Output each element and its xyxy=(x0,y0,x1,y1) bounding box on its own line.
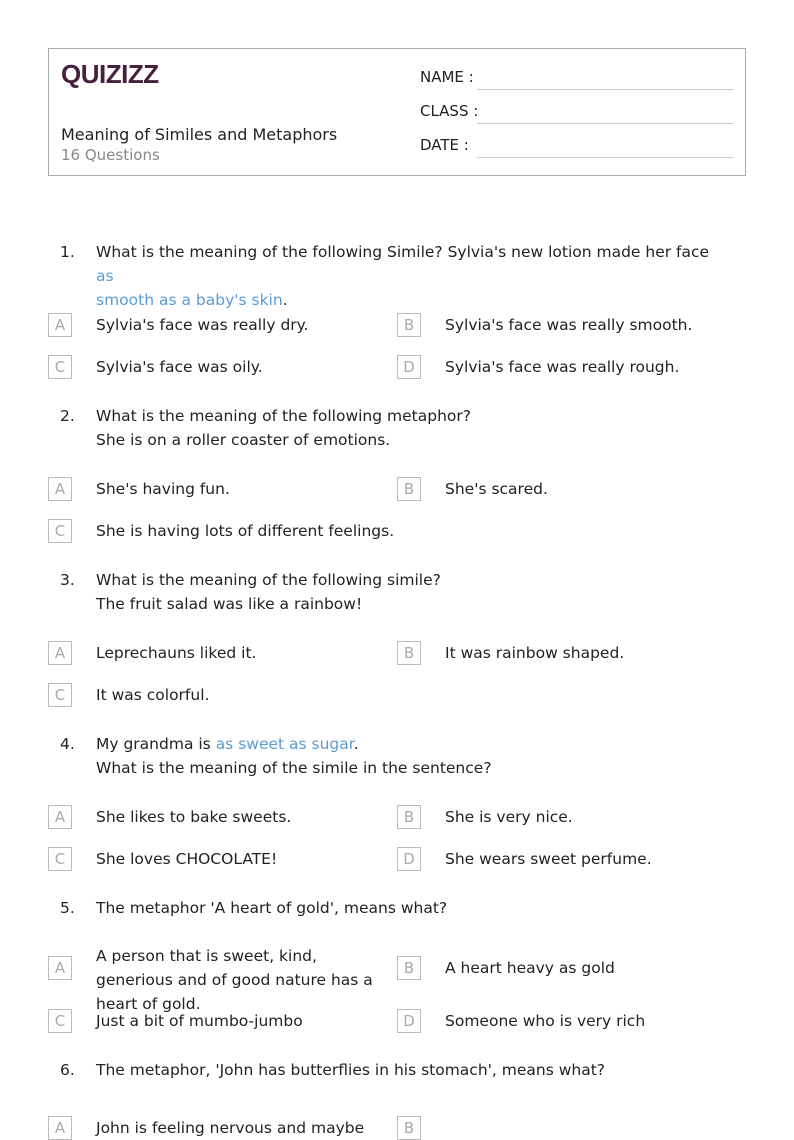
option-c-text: It was colorful. xyxy=(96,686,210,704)
option-b-text: It was rainbow shaped. xyxy=(445,644,625,662)
text-segment: The metaphor, 'John has butterflies in his stomach', means what? xyxy=(96,1061,606,1079)
option-c-text: Just a bit of mumbo-jumbo xyxy=(96,1012,303,1030)
question-text xyxy=(96,1058,716,1082)
date-label: DATE : xyxy=(420,136,469,154)
question-number: 3. xyxy=(60,571,75,589)
option-c-box[interactable]: C xyxy=(48,519,72,543)
option-b-text: Sylvia's face was really smooth. xyxy=(445,316,693,334)
name-field[interactable] xyxy=(477,89,733,90)
option-b-box[interactable]: B xyxy=(397,956,421,980)
text-segment: The fruit salad was like a rainbow! xyxy=(96,595,363,613)
text-segment: She is on a roller coaster of emotions. xyxy=(96,431,391,449)
question-number: 1. xyxy=(60,243,75,261)
option-c-box[interactable]: C xyxy=(48,683,72,707)
option-a-box[interactable]: A xyxy=(48,956,72,980)
option-a-text: Sylvia's face was really dry. xyxy=(96,316,309,334)
question-number: 5. xyxy=(60,899,75,917)
option-c-text: She loves CHOCOLATE! xyxy=(96,850,278,868)
name-label: NAME : xyxy=(420,68,474,86)
option-c-box[interactable]: C xyxy=(48,1009,72,1033)
text-segment: What is the meaning of the following simile? xyxy=(96,571,441,589)
option-a-text: She's having fun. xyxy=(96,480,230,498)
option-a-text: A person that is sweet, kind, generious and of good nature has a heart of gold. xyxy=(96,947,373,1013)
question-line xyxy=(96,756,716,780)
class-label: CLASS : xyxy=(420,102,479,120)
option-b-text: She's scared. xyxy=(445,480,548,498)
option-a-text: John is feeling nervous and maybe xyxy=(96,1119,365,1137)
option-a-box[interactable]: A xyxy=(48,477,72,501)
text-segment: My grandma is xyxy=(96,735,216,753)
question-line xyxy=(96,404,716,428)
highlighted-phrase: as xyxy=(96,267,114,285)
text-segment: . xyxy=(353,735,359,753)
question-number: 4. xyxy=(60,735,75,753)
highlighted-phrase: as sweet as sugar xyxy=(215,735,354,753)
option-d-text: Sylvia's face was really rough. xyxy=(445,358,680,376)
option-d-box[interactable]: D xyxy=(397,847,421,871)
option-a-box[interactable]: A xyxy=(48,1116,72,1140)
text-segment: What is the meaning of the simile in the sentence? xyxy=(96,759,492,777)
option-a-text: Leprechauns liked it. xyxy=(96,644,257,662)
option-d-text: She wears sweet perfume. xyxy=(445,850,652,868)
question-text xyxy=(96,732,716,780)
option-b-box[interactable]: B xyxy=(397,313,421,337)
highlighted-phrase: smooth as a baby's skin xyxy=(96,291,283,309)
option-d-box[interactable]: D xyxy=(397,355,421,379)
text-segment: What is the meaning of the following Simile? Sylvia's new lotion made her face xyxy=(96,243,710,261)
question-line xyxy=(96,896,716,920)
question-line xyxy=(96,732,716,756)
text-segment: . xyxy=(282,291,288,309)
question-text xyxy=(96,568,716,616)
date-field[interactable] xyxy=(477,157,733,158)
option-c-box[interactable]: C xyxy=(48,847,72,871)
option-b-text: She is very nice. xyxy=(445,808,573,826)
option-a-box[interactable]: A xyxy=(48,313,72,337)
question-line xyxy=(96,1058,716,1082)
question-line xyxy=(96,592,716,616)
option-d-text: Someone who is very rich xyxy=(445,1012,646,1030)
option-c-box[interactable]: C xyxy=(48,355,72,379)
question-line xyxy=(96,568,716,592)
question-count: 16 Questions xyxy=(61,146,160,164)
question-line xyxy=(96,240,716,288)
question-number: 2. xyxy=(60,407,75,425)
quizizz-logo: QUIZIZZ xyxy=(61,59,159,89)
question-text xyxy=(96,404,716,452)
question-text xyxy=(96,896,716,920)
option-b-text: A heart heavy as gold xyxy=(445,959,615,977)
option-b-box[interactable]: B xyxy=(397,1116,421,1140)
option-d-box[interactable]: D xyxy=(397,1009,421,1033)
option-b-box[interactable]: B xyxy=(397,805,421,829)
question-text xyxy=(96,240,716,312)
text-segment: What is the meaning of the following metaphor? xyxy=(96,407,471,425)
option-c-text: She is having lots of different feelings. xyxy=(96,522,395,540)
worksheet-header xyxy=(48,48,746,176)
question-line xyxy=(96,288,716,312)
text-segment: The metaphor 'A heart of gold', means what? xyxy=(96,899,448,917)
option-a-box[interactable]: A xyxy=(48,805,72,829)
worksheet-title: Meaning of Similes and Metaphors xyxy=(61,125,338,144)
option-b-box[interactable]: B xyxy=(397,477,421,501)
option-b-box[interactable]: B xyxy=(397,641,421,665)
question-number: 6. xyxy=(60,1061,75,1079)
option-a-text: She likes to bake sweets. xyxy=(96,808,292,826)
option-a-box[interactable]: A xyxy=(48,641,72,665)
option-c-text: Sylvia's face was oily. xyxy=(96,358,263,376)
class-field[interactable] xyxy=(477,123,733,124)
question-line xyxy=(96,428,716,452)
